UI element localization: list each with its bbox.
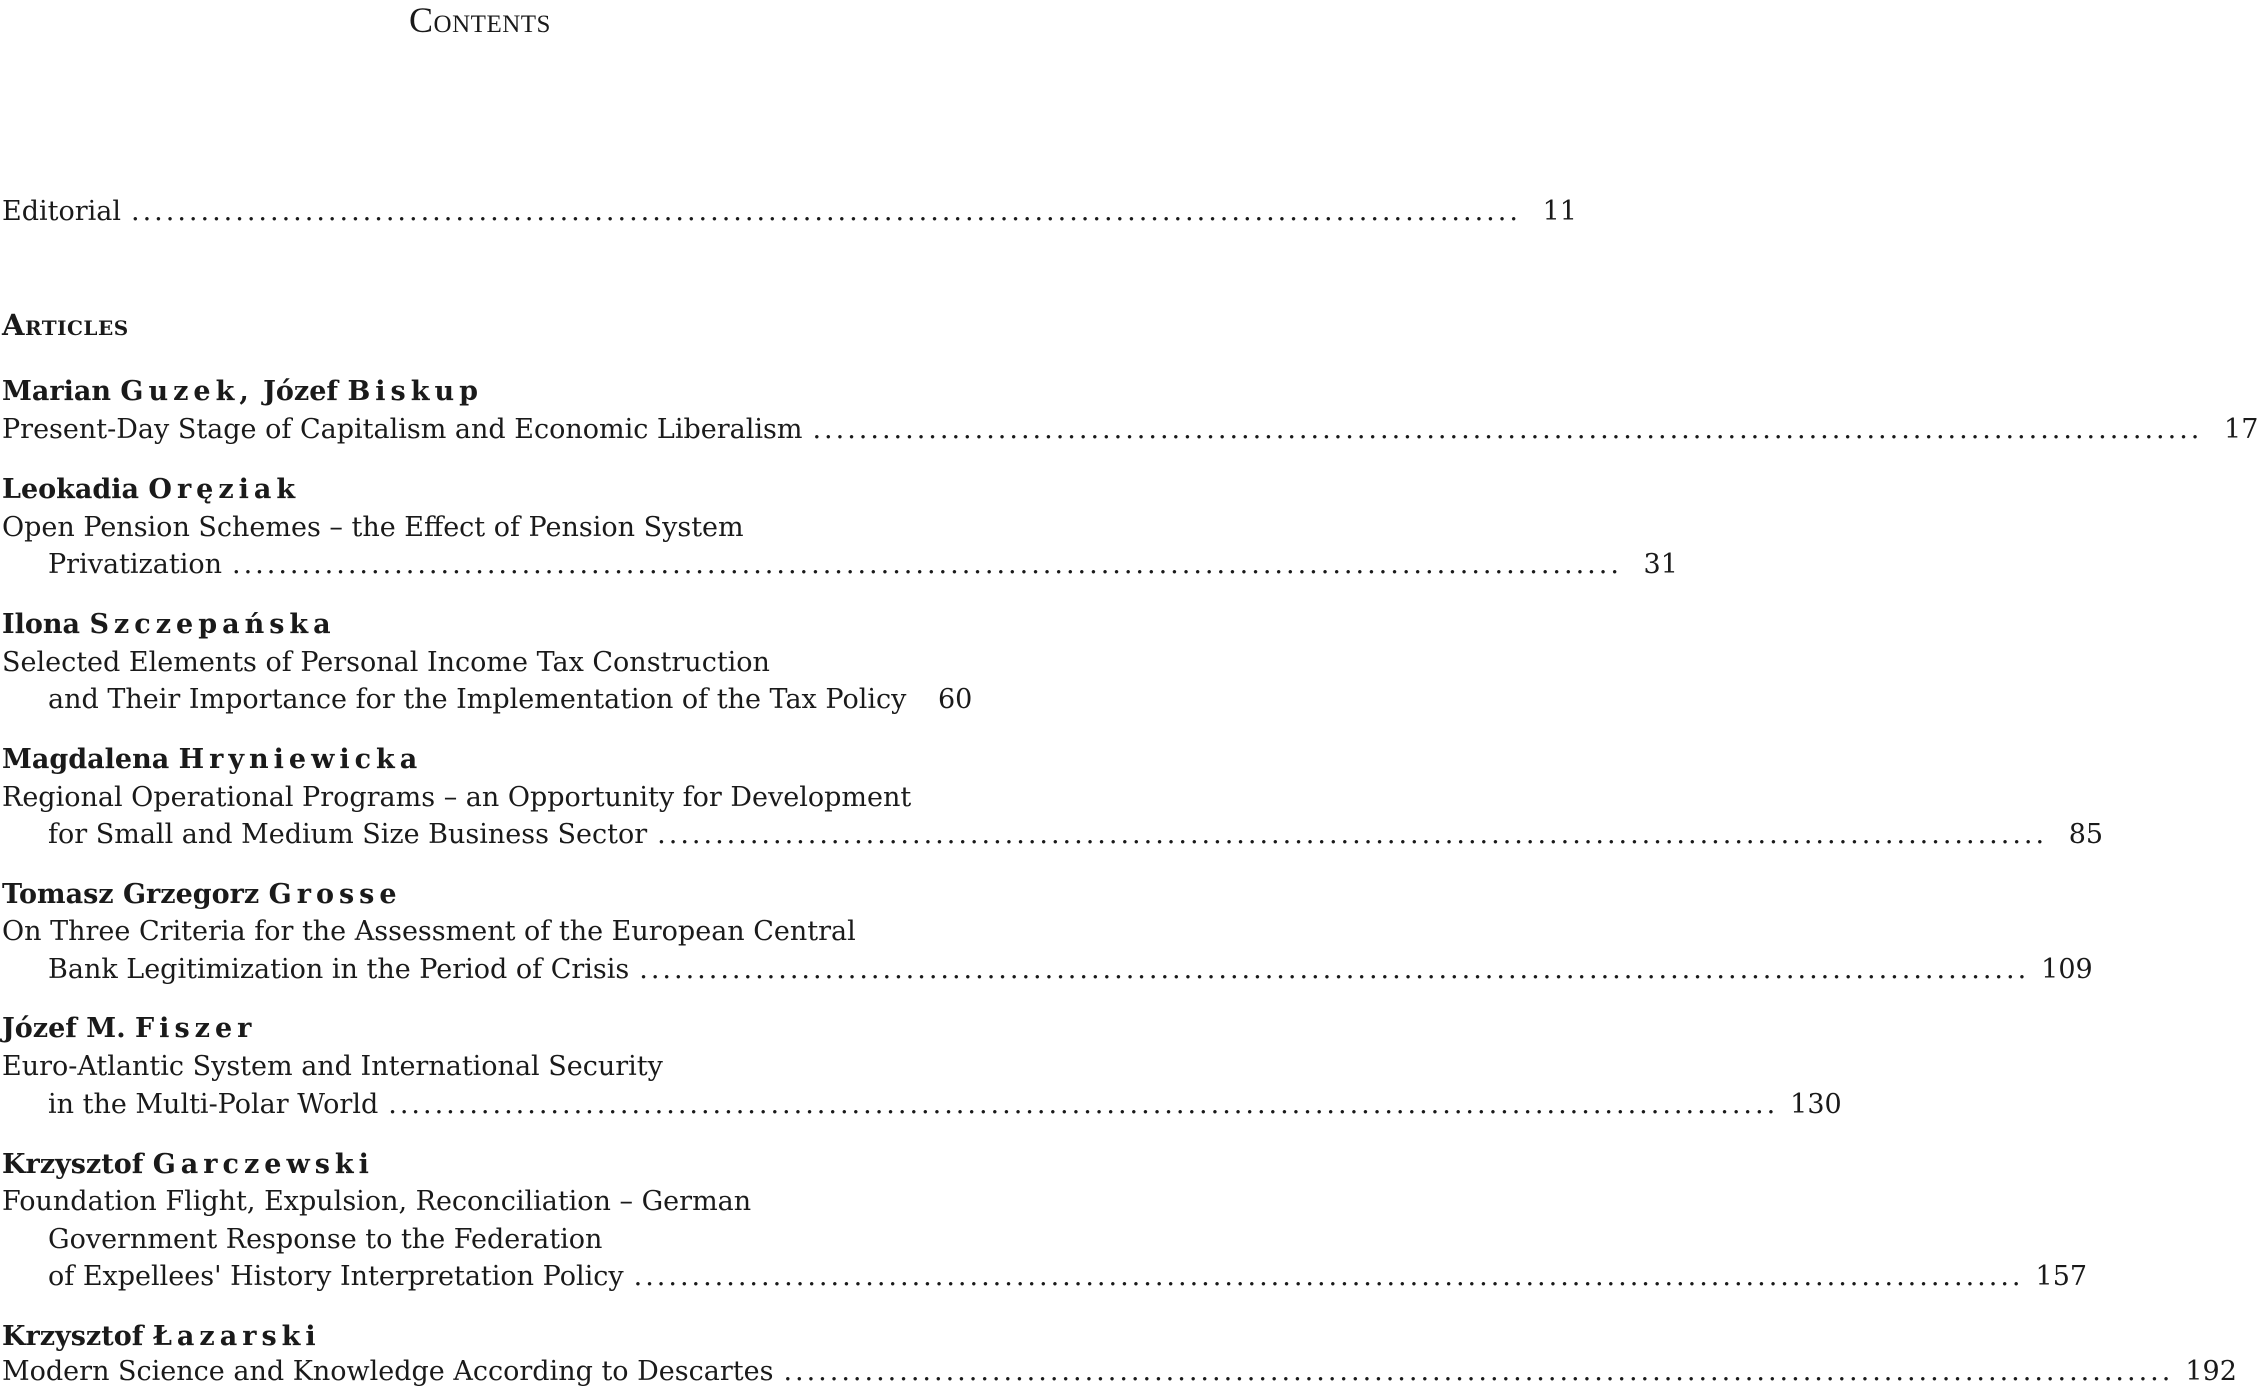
toc-entry[interactable] bbox=[48, 1086, 1842, 1124]
author-last-name: Łazarski bbox=[152, 1321, 321, 1352]
toc-entry[interactable] bbox=[48, 1258, 2088, 1296]
author-last-name: Oręziak bbox=[148, 474, 301, 505]
dot-leader: ........................................................................................................................ bbox=[783, 1356, 2174, 1387]
entry-title: for Small and Medium Size Business Sector bbox=[48, 819, 648, 850]
author-first-name: Magdalena bbox=[2, 744, 170, 775]
toc-entry[interactable] bbox=[2, 411, 2258, 449]
entry-title: Modern Science and Knowledge According to Descartes bbox=[2, 1356, 774, 1387]
author-first-name: Krzysztof bbox=[2, 1149, 144, 1180]
entry-title-line: Government Response to the Federation bbox=[48, 1224, 603, 1255]
dot-leader: ........................................................................................................................ bbox=[812, 414, 2203, 445]
toc-entry[interactable] bbox=[2, 1353, 2237, 1391]
toc-entry[interactable] bbox=[48, 681, 973, 719]
dot-leader: ........................................................................................................................ bbox=[388, 1089, 1779, 1120]
author-first-name: Leokadia bbox=[2, 474, 140, 505]
toc-entry[interactable] bbox=[48, 816, 2104, 854]
entry-title: and Their Importance for the Implementation of the Tax Policy bbox=[48, 684, 907, 715]
entry-title-line: Regional Operational Programs – an Opportunity for Development bbox=[2, 782, 912, 813]
page-title: Contents bbox=[409, 0, 551, 40]
author-first-name: Józef bbox=[263, 376, 339, 407]
article-author bbox=[2, 1318, 321, 1356]
page-number: 130 bbox=[1790, 1089, 1842, 1120]
entry-title: Editorial bbox=[2, 196, 122, 227]
author-last-name: Hryniewicka bbox=[178, 744, 423, 775]
author-last-name: Fiszer bbox=[135, 1013, 257, 1044]
author-last-name: Grosse bbox=[268, 879, 402, 910]
dot-leader: ........................................................................................................................ bbox=[657, 819, 2048, 850]
dot-leader: ........................................................................................................................ bbox=[131, 196, 1521, 227]
page-number: 157 bbox=[2035, 1261, 2088, 1292]
author-last-name: Szczepańska bbox=[89, 609, 336, 640]
toc-entry[interactable] bbox=[48, 546, 1678, 584]
page-number: 109 bbox=[2041, 954, 2093, 985]
entry-title-line: Foundation Flight, Expulsion, Reconciliation – German bbox=[2, 1186, 752, 1217]
author-last-name: Garczewski bbox=[152, 1149, 374, 1180]
section-heading: Articles bbox=[2, 308, 129, 342]
dot-leader: ........................................................................................................................ bbox=[633, 1261, 2024, 1292]
page-number: 192 bbox=[2185, 1356, 2237, 1387]
entry-title: of Expellees' History Interpretation Policy bbox=[48, 1261, 624, 1292]
article-author bbox=[2, 373, 483, 411]
page-number: 60 bbox=[938, 684, 973, 715]
entry-title: Bank Legitimization in the Period of Crisis bbox=[48, 954, 630, 985]
author-first-name: Tomasz Grzegorz bbox=[2, 879, 260, 910]
article-author bbox=[2, 606, 336, 644]
entry-title-line: Euro-Atlantic System and International Security bbox=[2, 1051, 663, 1082]
entry-title-line: Selected Elements of Personal Income Tax Construction bbox=[2, 647, 770, 678]
entry-title: Privatization bbox=[48, 549, 222, 580]
article-author bbox=[2, 1146, 374, 1184]
page-number: 31 bbox=[1643, 549, 1678, 580]
author-first-name: Ilona bbox=[2, 609, 81, 640]
article-author bbox=[2, 471, 300, 509]
page-number: 11 bbox=[1542, 196, 1577, 227]
dot-leader: ........................................................................................................................ bbox=[639, 954, 2030, 985]
entry-title: in the Multi-Polar World bbox=[48, 1089, 379, 1120]
author-first-name: Marian bbox=[2, 376, 111, 407]
toc-entry-editorial[interactable] bbox=[2, 193, 1577, 231]
entry-title: Present-Day Stage of Capitalism and Economic Liberalism bbox=[2, 414, 803, 445]
author-first-name: Krzysztof bbox=[2, 1321, 144, 1352]
author-last-name: Biskup bbox=[347, 376, 483, 407]
article-author bbox=[2, 876, 402, 914]
dot-leader: ........................................................................................................................ bbox=[232, 549, 1622, 580]
author-first-name: Józef M. bbox=[2, 1013, 126, 1044]
page-number: 85 bbox=[2068, 819, 2104, 850]
article-author bbox=[2, 1010, 256, 1048]
entry-title-line: On Three Criteria for the Assessment of the European Central bbox=[2, 916, 856, 947]
author-last-name: Guzek, bbox=[120, 376, 254, 407]
page-number: 17 bbox=[2224, 414, 2258, 445]
article-author bbox=[2, 741, 422, 779]
entry-title-line: Open Pension Schemes – the Effect of Pension System bbox=[2, 512, 744, 543]
toc-entry[interactable] bbox=[48, 951, 2093, 989]
